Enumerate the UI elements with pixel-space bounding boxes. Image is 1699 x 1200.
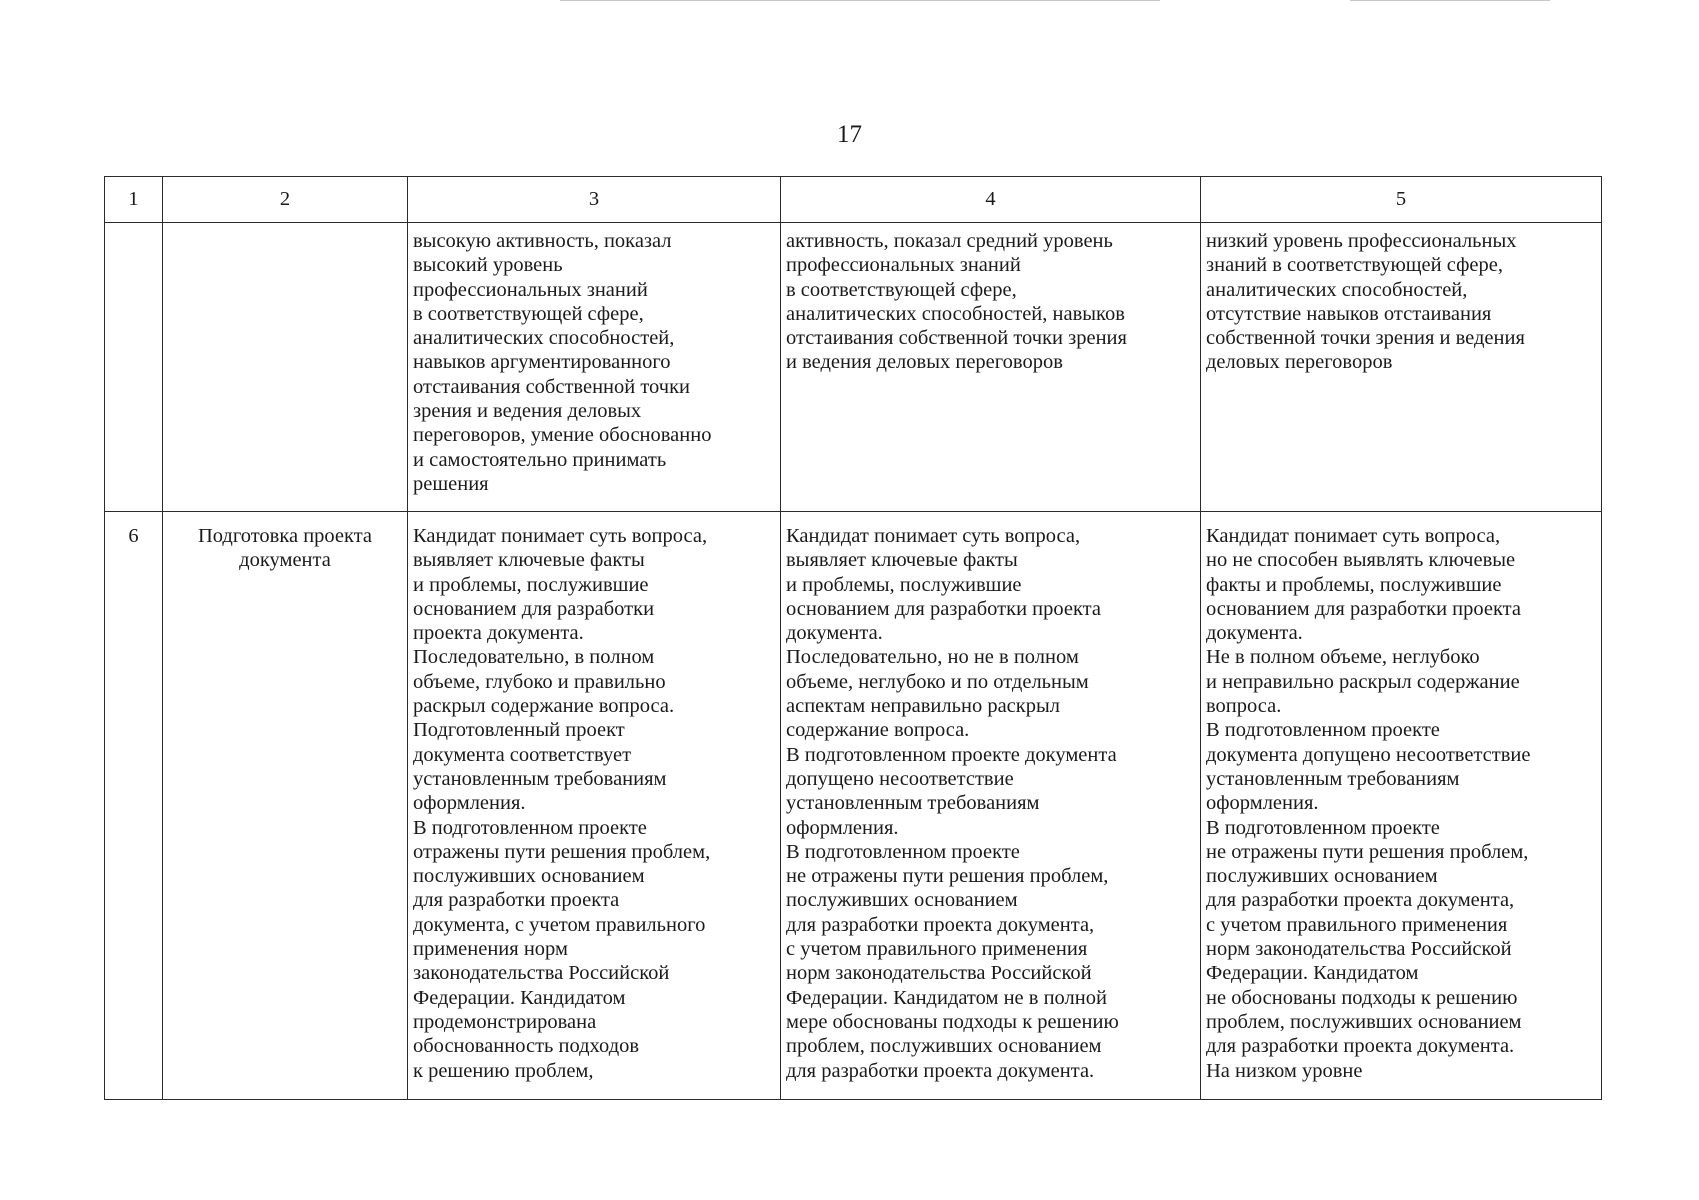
table-header-row — [105, 177, 1602, 223]
scan-artifact-line — [1350, 0, 1550, 1]
page-number: 17 — [837, 121, 862, 148]
low-level-description-cell: Кандидат понимает суть вопроса, но не способен выявлять ключевые факты и проблемы, послужившие основанием для разработки проекта документа. Не в полном объеме, неглубоко и неправильно раскрыл содержание вопроса. В подготовленном проекте документа допущено несоответствие установленным требованиям оформления. В подготовленном проекте не отражены пути решения проблем, послуживших основанием для разработки проекта документа, с учетом правильного применения норм законодательства Российской Федерации. Кандидатом не обоснованы подходы к решению проблем, послуживших основанием для разработки проекта документа. На низком уровне — [1201, 512, 1602, 1100]
column-header-3: 3 — [408, 177, 781, 223]
criterion-name-cell: Подготовка проекта документа — [163, 512, 408, 1100]
column-header-4: 4 — [781, 177, 1201, 223]
column-header-2: 2 — [163, 177, 408, 223]
high-level-description-cell: Кандидат понимает суть вопроса, выявляет ключевые факты и проблемы, послужившие основанием для разработки проекта документа. Последовательно, в полном объеме, глубоко и правильно раскрыл содержание вопроса. Подготовленный проект документа соответствует установленным требованиям оформления. В подготовленном проекте отражены пути решения проблем, послуживших основанием для разработки проекта документа, с учетом правильного применения норм законодательства Российской Федерации. Кандидатом продемонстрирована обоснованность подходов к решению проблем, — [408, 512, 781, 1100]
column-header-5: 5 — [1201, 177, 1602, 223]
medium-level-description-cell: Кандидат понимает суть вопроса, выявляет ключевые факты и проблемы, послужившие основанием для разработки проекта документа. Последовательно, но не в полном объеме, неглубоко и по отдельным аспектам неправильно раскрыл содержание вопроса. В подготовленном проекте документа допущено несоответствие установленным требованиям оформления. В подготовленном проекте не отражены пути решения проблем, послуживших основанием для разработки проекта документа, с учетом правильного применения норм законодательства Российской Федерации. Кандидатом не в полной мере обоснованы подходы к решению проблем, послуживших основанием для разработки проекта документа. — [781, 512, 1201, 1100]
high-level-description-cell: высокую активность, показал высокий уровень профессиональных знаний в соответствующей сфере, аналитических способностей, навыков аргументированного отстаивания собственной точки зрения и ведения деловых переговоров, умение обоснованно и самостоятельно принимать решения — [408, 223, 781, 512]
table-row — [105, 223, 1602, 512]
row-number-cell: 6 — [105, 512, 163, 1100]
criteria-table — [104, 176, 1602, 1100]
table-row — [105, 512, 1602, 1100]
scan-artifact-line — [560, 0, 1160, 1]
criterion-name-cell — [163, 223, 408, 512]
medium-level-description-cell: активность, показал средний уровень профессиональных знаний в соответствующей сфере, аналитических способностей, навыков отстаивания собственной точки зрения и ведения деловых переговоров — [781, 223, 1201, 512]
row-number-cell — [105, 223, 163, 512]
column-header-1: 1 — [105, 177, 163, 223]
low-level-description-cell: низкий уровень профессиональных знаний в соответствующей сфере, аналитических способностей, отсутствие навыков отстаивания собственной точки зрения и ведения деловых переговоров — [1201, 223, 1602, 512]
